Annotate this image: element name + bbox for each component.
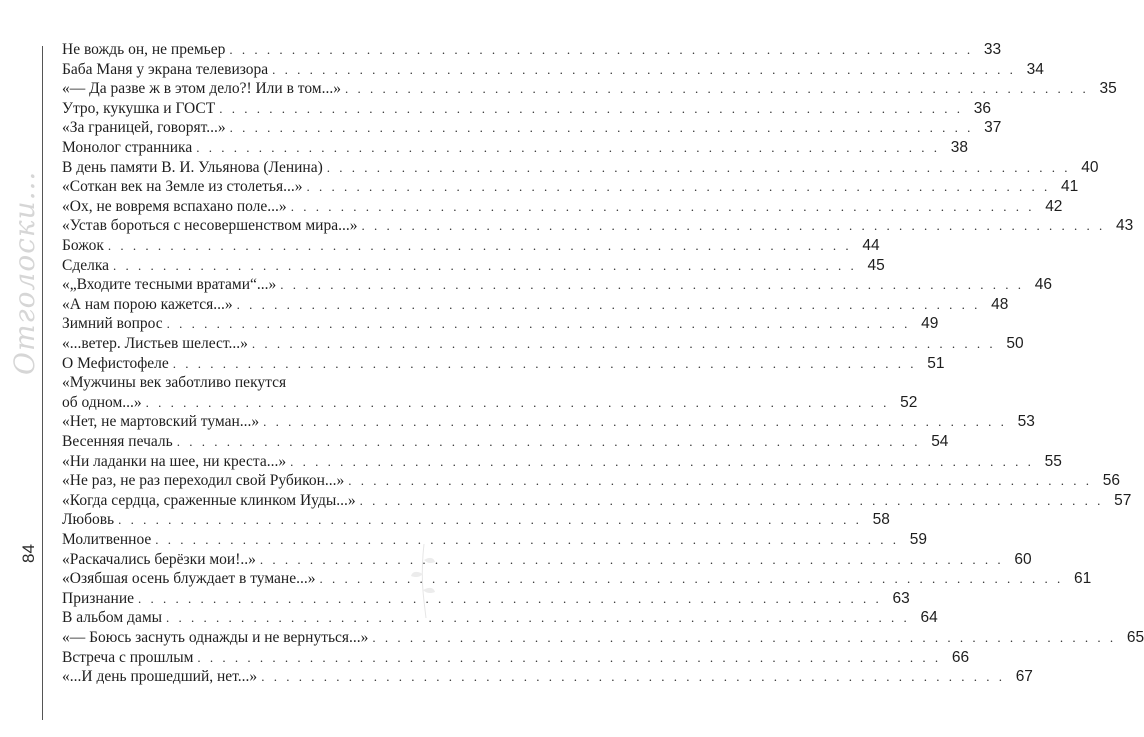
toc-page-number: 53 — [1017, 413, 1035, 431]
dot-leader: . . . . . . . . . . . . . . . . . . . . . . . . . . . . . . . . . . . . . . . . . . . . . . . . . . . . . . . . . . . . — [196, 140, 940, 155]
toc-entry-title: «— Боюсь заснуть однажды и не вернуться...» — [62, 628, 372, 648]
toc-entry — [62, 471, 1121, 491]
dot-leader: . . . . . . . . . . . . . . . . . . . . . . . . . . . . . . . . . . . . . . . . . . . . . . . . . . . . . . . . . . . . — [166, 316, 911, 332]
toc-entry — [62, 530, 928, 550]
dot-leader: . . . . . . . . . . . . . . . . . . . . . . . . . . . . . . . . . . . . . . . . . . . . . . . . . . . . . . . . . . . . — [372, 630, 1117, 645]
dot-leader: . . . . . . . . . . . . . . . . . . . . . . . . . . . . . . . . . . . . . . . . . . . . . . . . . . . . . . . . . . . . — [113, 257, 857, 273]
toc-entry — [62, 60, 1044, 80]
toc-entry — [62, 491, 1132, 511]
toc-page-number: 58 — [872, 511, 890, 529]
toc-entry — [62, 452, 1062, 472]
toc-page-number: 48 — [991, 295, 1009, 313]
toc-page-number: 60 — [1014, 550, 1032, 568]
toc-entry-title: «А нам порою кажется...» — [62, 295, 237, 315]
toc-page-number: 41 — [1061, 178, 1079, 196]
toc-entry-title: Монолог странника — [62, 138, 196, 158]
toc-entry-title: «Нет, не мартовский туман...» — [62, 412, 263, 432]
toc-page-number: 33 — [983, 41, 1002, 58]
page-number: 84 — [19, 544, 38, 563]
dot-leader: . . . . . . . . . . . . . . . . . . . . . . . . . . . . . . . . . . . . . . . . . . . . . . . . . . . . . . . . . . . . — [138, 590, 882, 606]
toc-entry-title: Баба Маня у экрана телевизора — [62, 60, 272, 80]
toc-entry — [62, 256, 885, 276]
dot-leader: . . . . . . . . . . . . . . . . . . . . . . . . . . . . . . . . . . . . . . . . . . . . . . . . . . . . . . . . . . . . — [236, 296, 981, 312]
toc-page-number: 56 — [1102, 472, 1121, 490]
toc-entry-title: Зимний вопрос — [62, 314, 167, 334]
toc-entry-title: О Мефистофеле — [62, 354, 173, 374]
toc-entry-title: «Соткан век на Земле из столетья...» — [62, 177, 307, 197]
dot-leader: . . . . . . . . . . . . . . . . . . . . . . . . . . . . . . . . . . . . . . . . . . . . . . . . . . . . . . . . . . . . — [345, 81, 1089, 97]
toc-entry — [62, 432, 949, 452]
toc-entry-title: «Не раз, не раз переходил свой Рубикон...» — [62, 471, 348, 491]
dot-leader: . . . . . . . . . . . . . . . . . . . . . . . . . . . . . . . . . . . . . . . . . . . . . . . . . . . . . . . . . . . . — [261, 669, 1005, 685]
toc-entry-title: «Ни ладанки на шее, ни креста...» — [62, 452, 290, 472]
toc-page-number: 50 — [1006, 335, 1024, 352]
toc-page-number: 40 — [1081, 158, 1099, 176]
dot-leader: . . . . . . . . . . . . . . . . . . . . . . . . . . . . . . . . . . . . . . . . . . . . . . . . . . . . . . . . . . . . — [359, 492, 1104, 508]
toc-page-number: 65 — [1126, 629, 1144, 646]
toc-entry — [62, 510, 890, 530]
toc-page-number: 61 — [1073, 570, 1092, 588]
toc-page-number: 52 — [900, 393, 918, 411]
toc-entry-title: Божок — [62, 236, 108, 256]
toc-entry-title: Весенняя печаль — [62, 432, 177, 452]
toc-entry — [62, 40, 1002, 60]
dot-leader: . . . . . . . . . . . . . . . . . . . . . . . . . . . . . . . . . . . . . . . . . . . . . . . . . . . . . . . . . . . . — [229, 42, 974, 57]
toc-page-number: 51 — [927, 354, 945, 372]
dot-leader: . . . . . . . . . . . . . . . . . . . . . . . . . . . . . . . . . . . . . . . . . . . . . . . . . . . . . . . . . . . . — [361, 218, 1106, 234]
dot-leader: . . . . . . . . . . . . . . . . . . . . . . . . . . . . . . . . . . . . . . . . . . . . . . . . . . . . . . . . . . . . — [219, 100, 963, 116]
toc-entry — [62, 334, 1024, 354]
toc-entry-title: «Озябшая осень блуждает в тумане...» — [62, 569, 319, 589]
toc-entry-title: «— Да разве ж в этом дело?! Или в том...» — [62, 79, 345, 99]
toc-entry-title: об одном...» — [62, 393, 146, 413]
toc-entry-title: Сделка — [62, 256, 113, 276]
toc-entry — [62, 314, 939, 334]
dot-leader: . . . . . . . . . . . . . . . . . . . . . . . . . . . . . . . . . . . . . . . . . . . . . . . . . . . . . . . . . . . . — [290, 453, 1034, 469]
toc-page-number: 44 — [862, 237, 880, 254]
toc-entry-title: «...ветер. Листьев шелест...» — [62, 334, 252, 354]
toc-entry — [62, 354, 945, 374]
toc-entry-title: «Мужчины век заботливо пекутся — [62, 374, 290, 391]
toc-entry-title: «Когда сердца, сраженные клинком Иуды...» — [62, 491, 360, 511]
toc-page-number: 42 — [1045, 197, 1063, 215]
toc-page-number: 37 — [984, 119, 1002, 137]
toc-entry-title: «За границей, говорят...» — [62, 118, 230, 138]
toc-entry — [62, 197, 1063, 217]
toc-entry-title: В альбом дамы — [62, 608, 166, 628]
toc-entry — [62, 138, 968, 158]
dot-leader: . . . . . . . . . . . . . . . . . . . . . . . . . . . . . . . . . . . . . . . . . . . . . . . . . . . . . . . . . . . . — [326, 159, 1071, 175]
toc-entry — [62, 99, 991, 119]
dot-leader: . . . . . . . . . . . . . . . . . . . . . . . . . . . . . . . . . . . . . . . . . . . . . . . . . . . . . . . . . . . . — [145, 394, 890, 410]
toc-entry — [62, 569, 1092, 589]
toc-entry — [62, 295, 1009, 315]
toc-page-number: 45 — [867, 256, 885, 274]
toc-entry — [62, 118, 1002, 138]
toc-page-number: 67 — [1015, 668, 1033, 686]
toc-page-number: 59 — [909, 531, 928, 548]
toc-entry-title: «„Входите тесными вратами“...» — [62, 275, 280, 295]
toc-entry — [62, 589, 910, 609]
toc-page-number: 49 — [921, 315, 939, 333]
dot-leader: . . . . . . . . . . . . . . . . . . . . . . . . . . . . . . . . . . . . . . . . . . . . . . . . . . . . . . . . . . . . — [118, 512, 862, 528]
toc-entry-title: Признание — [62, 589, 138, 609]
toc-entry-title: Утро, кукушка и ГОСТ — [62, 99, 219, 119]
toc-entry-title: «...И день прошедший, нет...» — [62, 667, 261, 687]
toc-page-number: 57 — [1114, 491, 1132, 509]
toc-page-number: 43 — [1115, 217, 1134, 235]
toc-entry — [62, 628, 1144, 648]
dot-leader: . . . . . . . . . . . . . . . . . . . . . . . . . . . . . . . . . . . . . . . . . . . . . . . . . . . . . . . . . . . . — [107, 238, 852, 253]
toc-entry-title: Встреча с прошлым — [62, 648, 197, 668]
toc-page-number: 54 — [931, 433, 949, 450]
running-title: Отголоски... — [8, 170, 41, 375]
dot-leader: . . . . . . . . . . . . . . . . . . . . . . . . . . . . . . . . . . . . . . . . . . . . . . . . . . . . . . . . . . . . — [155, 532, 900, 547]
toc-entry — [62, 608, 938, 628]
dot-leader: . . . . . . . . . . . . . . . . . . . . . . . . . . . . . . . . . . . . . . . . . . . . . . . . . . . . . . . . . . . . — [197, 649, 942, 665]
dot-leader: . . . . . . . . . . . . . . . . . . . . . . . . . . . . . . . . . . . . . . . . . . . . . . . . . . . . . . . . . . . . — [263, 414, 1007, 430]
toc-entry — [62, 177, 1079, 197]
toc-page-number: 66 — [951, 648, 970, 666]
toc-entry — [62, 275, 1053, 295]
toc-entry-title: «Раскачались берёзки мои!..» — [62, 550, 260, 570]
toc-entry-title: Молитвенное — [62, 530, 155, 550]
toc-entry — [62, 667, 1033, 687]
dot-leader: . . . . . . . . . . . . . . . . . . . . . . . . . . . . . . . . . . . . . . . . . . . . . . . . . . . . . . . . . . . . — [348, 473, 1093, 489]
toc-entry-title: «Ох, не вовремя вспахано поле...» — [62, 197, 291, 217]
toc-entry — [62, 236, 880, 256]
toc-page-number: 36 — [973, 99, 991, 117]
toc-entry — [62, 79, 1117, 99]
toc-entry — [62, 158, 1099, 178]
toc-entry — [62, 216, 1134, 236]
dot-leader: . . . . . . . . . . . . . . . . . . . . . . . . . . . . . . . . . . . . . . . . . . . . . . . . . . . . . . . . . . . . — [229, 120, 974, 136]
toc-entry-title: Не вождь он, не премьер — [62, 40, 229, 60]
toc-page-number: 34 — [1026, 60, 1044, 78]
dot-leader: . . . . . . . . . . . . . . . . . . . . . . . . . . . . . . . . . . . . . . . . . . . . . . . . . . . . . . . . . . . . — [176, 434, 921, 449]
dot-leader: . . . . . . . . . . . . . . . . . . . . . . . . . . . . . . . . . . . . . . . . . . . . . . . . . . . . . . . . . . . . — [166, 610, 910, 626]
toc-entry — [62, 373, 918, 412]
toc-entry — [62, 648, 970, 668]
toc-page-number: 64 — [920, 609, 938, 627]
toc-entry — [62, 412, 1035, 432]
toc-page-number: 63 — [892, 589, 910, 607]
toc-entry-title: «Устав бороться с несовершенством мира...» — [62, 216, 361, 236]
toc-entry-title: В день памяти В. И. Ульянова (Ленина) — [62, 158, 327, 178]
dot-leader: . . . . . . . . . . . . . . . . . . . . . . . . . . . . . . . . . . . . . . . . . . . . . . . . . . . . . . . . . . . . — [251, 336, 996, 351]
toc-page-number: 35 — [1099, 80, 1117, 98]
dot-leader: . . . . . . . . . . . . . . . . . . . . . . . . . . . . . . . . . . . . . . . . . . . . . . . . . . . . . . . . . . . . — [306, 179, 1051, 195]
dot-leader: . . . . . . . . . . . . . . . . . . . . . . . . . . . . . . . . . . . . . . . . . . . . . . . . . . . . . . . . . . . . — [172, 355, 917, 371]
dot-leader: . . . . . . . . . . . . . . . . . . . . . . . . . . . . . . . . . . . . . . . . . . . . . . . . . . . . . . . . . . . . — [280, 277, 1025, 293]
toc-page-number: 55 — [1044, 452, 1062, 470]
toc-entry — [62, 550, 1032, 570]
toc-entry-title: Любовь — [62, 510, 118, 530]
dot-leader: . . . . . . . . . . . . . . . . . . . . . . . . . . . . . . . . . . . . . . . . . . . . . . . . . . . . . . . . . . . . — [259, 551, 1004, 567]
toc-page-number: 46 — [1034, 276, 1053, 294]
dot-leader: . . . . . . . . . . . . . . . . . . . . . . . . . . . . . . . . . . . . . . . . . . . . . . . . . . . . . . . . . . . . — [272, 61, 1016, 77]
dot-leader: . . . . . . . . . . . . . . . . . . . . . . . . . . . . . . . . . . . . . . . . . . . . . . . . . . . . . . . . . . . . — [290, 198, 1035, 214]
toc-page-number: 38 — [950, 139, 968, 156]
dot-leader: . . . . . . . . . . . . . . . . . . . . . . . . . . . . . . . . . . . . . . . . . . . . . . . . . . . . . . . . . . . . — [319, 571, 1064, 587]
